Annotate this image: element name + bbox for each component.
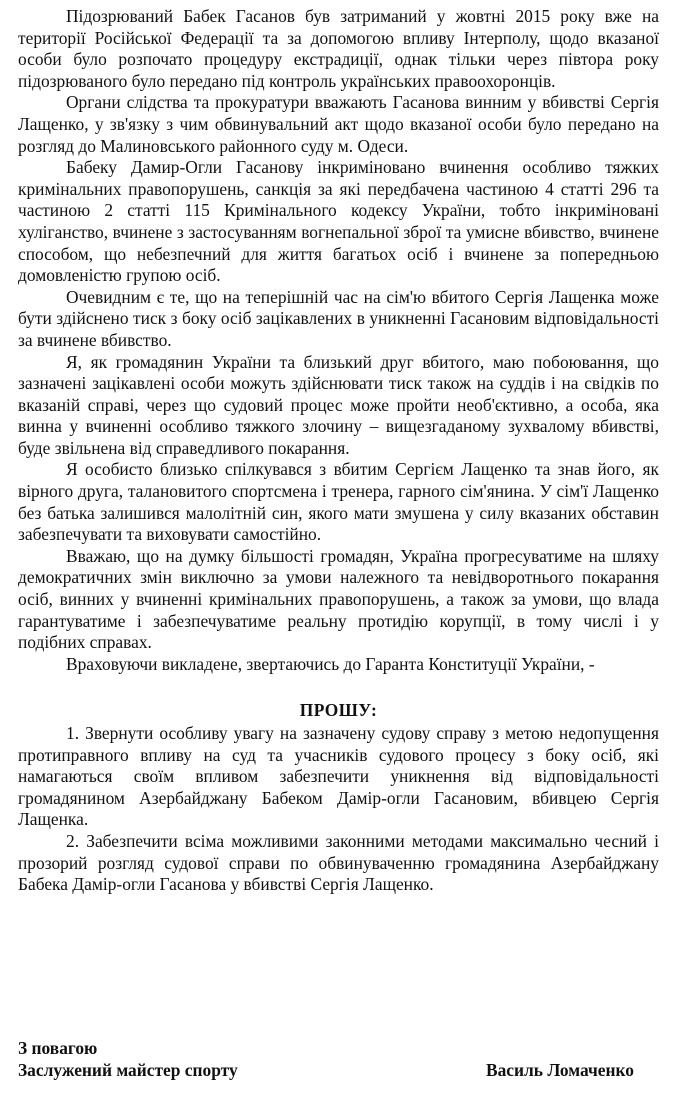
paragraph-personal: Я особисто близько спілкувався з вбитим Сергієм Лащенко та знав його, як вірного друга, талановитого спортсмена і тренера, гарного сім'янина. У сім'ї Лащенко без батька залишився малолітній син, якого мати змушена у силу вказаних обставин забезпечувати та виховувати самостійно. [18,459,659,545]
request-heading: ПРОШУ: [299,700,378,721]
paragraph-charges: Бабеку Дамир-Огли Гасанову інкриміновано вчинення особливо тяжких кримінальних правопорушень, санкція за які передбачена частиною 4 статті 296 та частиною 2 статті 115 Кримінального кодексу України, тобто інкриміновані хуліганство, вчинене з застосуванням вогнепальної зброї та умисне вбивство, вчинене способом, що небезпечний для життя багатьох осіб і вчинене за попередньою домовленістю групою осіб. [18,157,659,286]
paragraph-indictment: Органи слідства та прокуратури вважають Гасанова винним у вбивстві Сергія Лащенко, у зв'язку з чим обвинувальний акт щодо вказаної особи було передано на розгляд до Малиновського районного суду м. Одеси. [18,92,659,156]
signature-block [18,1037,634,1081]
request-item: 2. Забезпечити всіма можливими законними методами максимально чесний і прозорий розгляд судової справи по обвинуваченню громадянина Азербайджану Бабека Дамір-огли Гасанова у вбивстві Сергія Лащенко. [18,830,659,895]
signer-name: Василь Ломаченко [486,1060,634,1080]
letter-body [18,6,659,896]
request-item: 1. Звернути особливу увагу на зазначену судову справу з метою недопущення протиправного впливу на суд та учасників судового процесу з боку осіб, які намагаються своїм впливом забезпечити уникнення від відповідальності громадянином Азербайджану Бабеком Дамір-огли Гасановим, вбивцею Сергія Лащенка. [18,723,659,830]
paragraph-extradition: Підозрюваний Бабек Гасанов був затриманий у жовтні 2015 року вже на території Російської Федерації та за допомогою впливу Інтерполу, щодо вказаної особи було розпочато процедуру екстрадиції, однак тільки через півтора року підозрюваного було передано під контроль українських правоохоронців. [18,6,659,91]
paragraph-pressure-family: Очевидним є те, що на теперішній час на сім'ю вбитого Сергія Лащенка може бути здійснено тиск з боку осіб зацікавлених в уникненні Гасановим відповідальності за вчинене вбивство. [18,286,659,350]
paragraph-concerns: Я, як громадянин України та близький друг вбитого, маю побоювання, що зазначені зацікавлені особи можуть здійснювати тиск також на суддів і на свідків по вказаній справі, через що судовий процес може пройти необ'єктивно, а особа, яка винна у вчиненні особливо тяжкого злочину – вищезгаданому зухвалому вбивстві, буде звільнена від справедливого покарання. [18,351,659,458]
paragraph-appeal: Враховуючи викладене, звертаючись до Гаранта Конституції України, - [66,653,595,674]
signer-title: Заслужений майстер спорту [18,1060,238,1080]
paragraph-democracy: Вважаю, що на думку більшості громадян, Україна прогресуватиме на шляху демократичних змін виключно за умови належного та невідворотнього покарання осіб, винних у вчиненні кримінальних правопорушень, а також за умови, що влада гарантуватиме і забезпечуватиме реальну протидію корупції, в тому числі і у подібних справах. [18,545,659,653]
signature-row [18,1059,634,1081]
closing-line: З повагою [18,1038,98,1058]
